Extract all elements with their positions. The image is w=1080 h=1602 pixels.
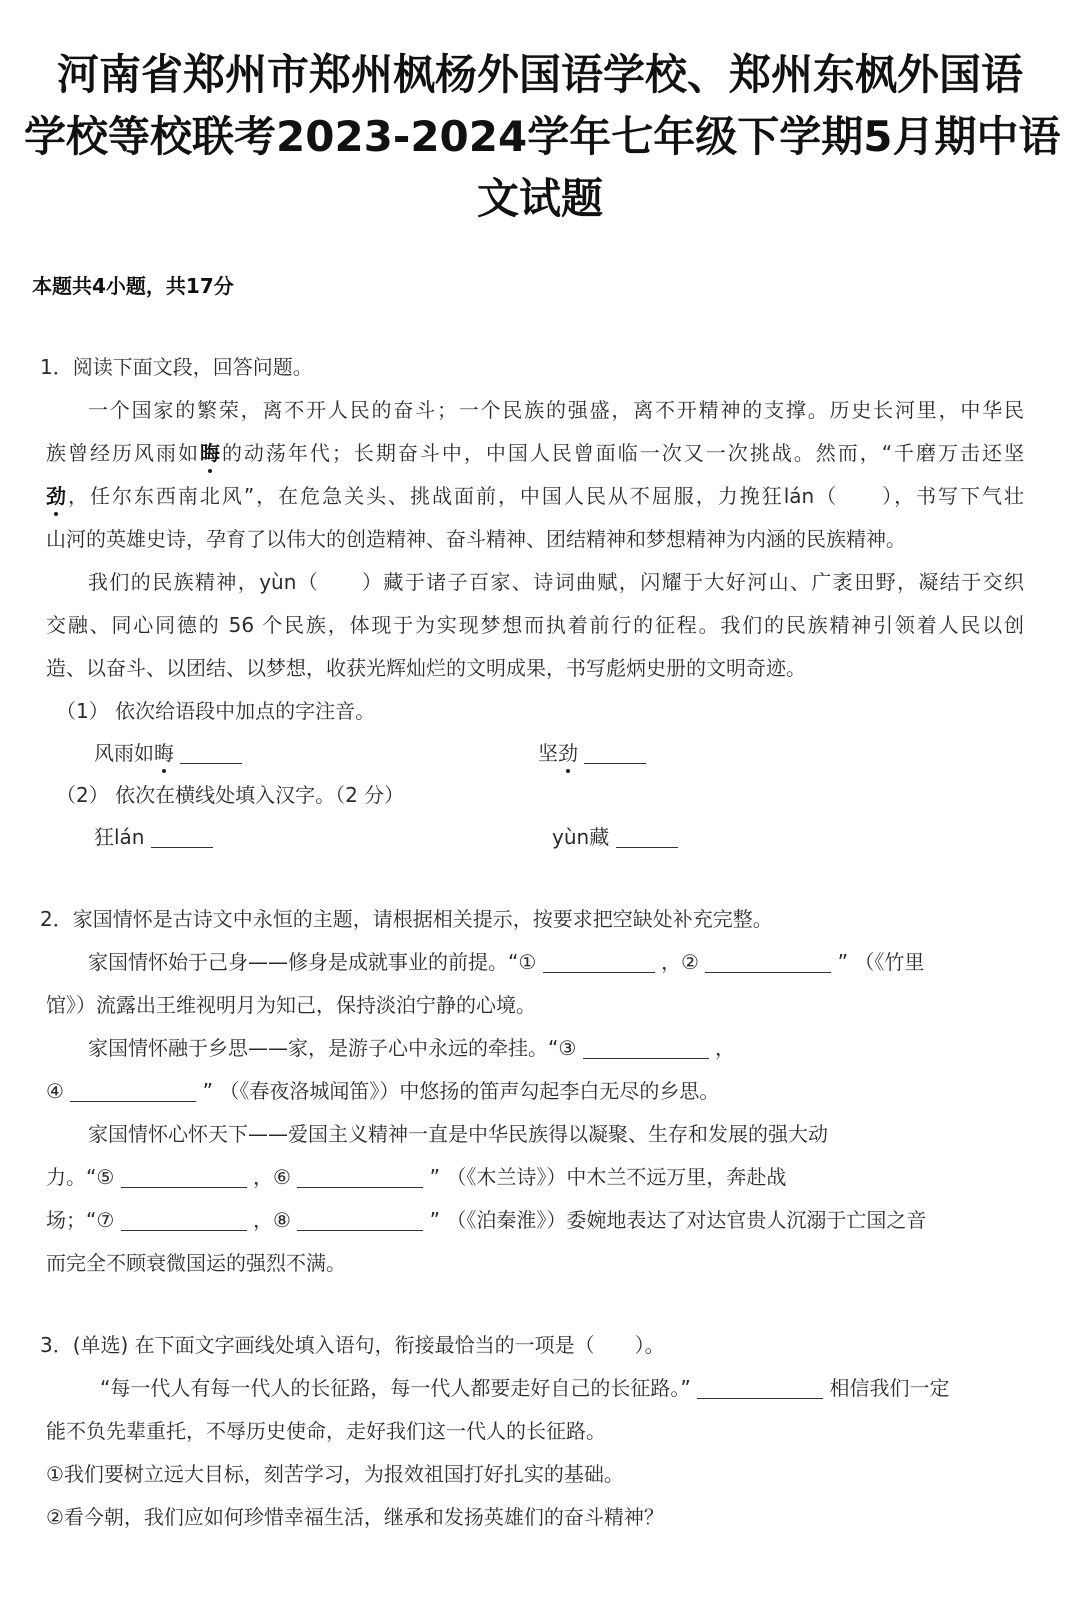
section-summary: 本题共4小题，共17分 — [32, 274, 234, 298]
q3-option-2: ②看今朝，我们应如何珍惜幸福生活，继承和发扬英雄们的奋斗精神？ — [46, 1505, 664, 1529]
q2-line: 馆》）流露出王维视明月为知己，保持淡泊宁静的心境。 — [46, 993, 536, 1017]
q1-sub1-item-a: 风雨如晦 — [94, 738, 242, 768]
title-line-1: 河南省郑州市郑州枫杨外国语学校、郑州东枫外国语 — [56, 50, 1023, 99]
dotted-char-hui: 晦 — [154, 738, 174, 768]
answer-blank[interactable] — [180, 741, 242, 764]
answer-blank-1[interactable] — [543, 950, 655, 973]
title-line-3: 文试题 — [476, 174, 603, 223]
q1-sub2-item-a: 狂lán — [94, 822, 213, 852]
q2-heading: 2．家国情怀是古诗文中永恒的主题，请根据相关提示，按要求把空缺处补充完整。 — [40, 907, 773, 931]
answer-blank-8[interactable] — [297, 1208, 423, 1231]
dotted-char-hui: 晦 — [200, 438, 220, 468]
dotted-char-jing: 劲 — [46, 481, 66, 511]
document-title — [24, 44, 1061, 230]
dotted-char-jing: 劲 — [558, 738, 578, 768]
answer-blank-6[interactable] — [297, 1165, 423, 1188]
q3-line: “每一代人有每一代人的长征路，每一代人都要走好自己的长征路。” 相信我们一定 — [100, 1376, 950, 1400]
q2-line: 家国情怀心怀天下——爱国主义精神一直是中华民族得以凝聚、生存和发展的强大动 — [88, 1122, 828, 1146]
answer-blank[interactable] — [616, 825, 678, 848]
q1-passage-line: 一个国家的繁荣，离不开人民的奋斗；一个民族的强盛，离不开精神的支撑。历史长河里，中华民 — [88, 398, 1024, 422]
answer-blank-4[interactable] — [70, 1079, 196, 1102]
answer-blank-2[interactable] — [705, 950, 831, 973]
q1-sub1-item-b: 坚劲 — [538, 738, 646, 768]
q1-passage-line: 劲，任尔东西南北风”，在危急关头、挑战面前，中国人民从不屈服，力挽狂lán（ ），书写下气壮 — [46, 481, 1024, 511]
q2-line: 家国情怀融于乡思——家，是游子心中永远的牵挂。“③ ， — [88, 1036, 736, 1060]
q2-line: 家国情怀始于己身——修身是成就事业的前提。“① ，② ” （《竹里 — [88, 950, 925, 974]
q1-subquestion-1: （1） 依次给语段中加点的字注音。 — [56, 699, 376, 723]
answer-blank[interactable] — [584, 741, 646, 764]
q2-line: 而完全不顾衰微国运的强烈不满。 — [46, 1251, 346, 1275]
answer-blank-7[interactable] — [121, 1208, 247, 1231]
q3-heading: 3．(单选) 在下面文字画线处填入语句，衔接最恰当的一项是（ ）。 — [40, 1333, 665, 1357]
q2-line: 力。“⑤ ，⑥ ” （《木兰诗》）中木兰不远万里，奔赴战 — [46, 1165, 787, 1189]
q2-line: 场；“⑦ ，⑧ ” （《泊秦淮》）委婉地表达了对达官贵人沉溺于亡国之音 — [46, 1208, 927, 1232]
q3-option-1: ①我们要树立远大目标，刻苦学习，为报效祖国打好扎实的基础。 — [46, 1462, 624, 1486]
q3-line: 能不负先辈重托，不辱历史使命，走好我们这一代人的长征路。 — [46, 1419, 606, 1443]
q1-passage-line: 山河的英雄史诗，孕育了以伟大的创造精神、奋斗精神、团结精神和梦想精神为内涵的民族精神。 — [46, 527, 906, 551]
q1-passage-line: 我们的民族精神，yùn（ ）藏于诸子百家、诗词曲赋，闪耀于大好河山、广袤田野，凝结于交织 — [88, 570, 1024, 594]
q1-passage-line: 族曾经历风雨如晦的动荡年代；长期奋斗中，中国人民曾面临一次又一次挑战。然而，“千磨万击还坚 — [46, 438, 1024, 468]
q1-passage-line: 造、以奋斗、以团结、以梦想，收获光辉灿烂的文明成果，书写彪炳史册的文明奇迹。 — [46, 656, 806, 680]
q1-sub2-item-b: yùn藏 — [552, 822, 678, 852]
answer-blank-5[interactable] — [121, 1165, 247, 1188]
answer-blank[interactable] — [151, 825, 213, 848]
q1-heading: 1．阅读下面文段，回答问题。 — [40, 355, 313, 379]
title-line-2: 学校等校联考2023-2024学年七年级下学期5月期中语 — [24, 112, 1061, 161]
q1-passage-line: 交融、同心同德的 56 个民族，体现于为实现梦想而执着前行的征程。我们的民族精神引领着人民以创 — [46, 613, 1024, 637]
answer-blank-3[interactable] — [583, 1036, 709, 1059]
q1-subquestion-2: （2） 依次在横线处填入汉字。（2 分） — [56, 783, 405, 807]
q2-line: ④ ” （《春夜洛城闻笛》）中悠扬的笛声勾起李白无尽的乡思。 — [46, 1079, 720, 1103]
answer-blank[interactable] — [697, 1376, 823, 1399]
